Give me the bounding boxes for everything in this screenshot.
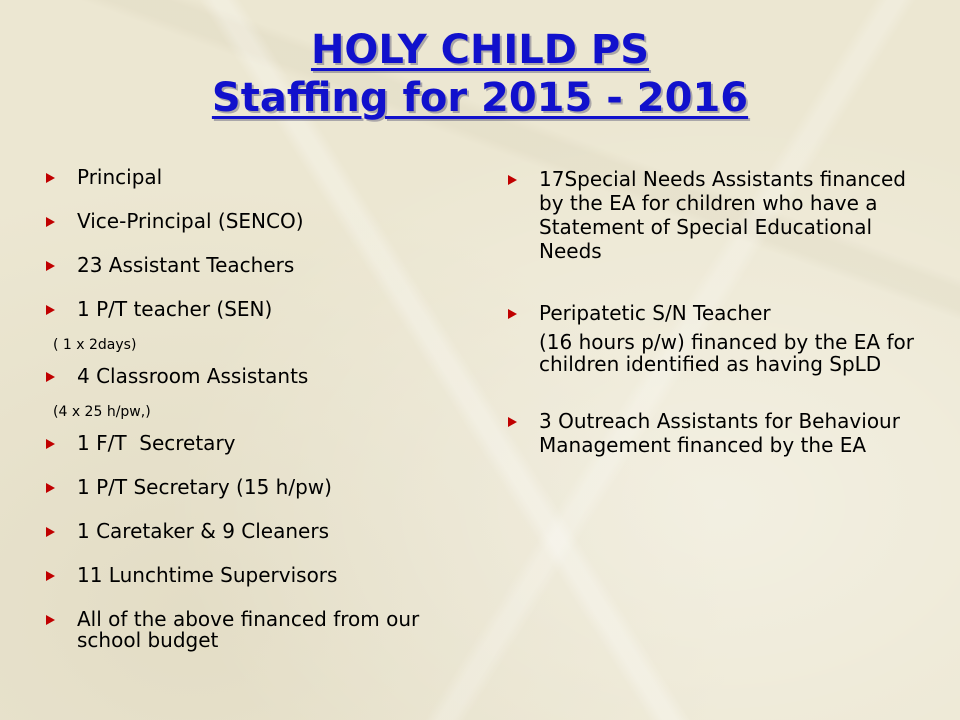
bullet-arrow-icon: [508, 417, 517, 427]
list-item: [46, 433, 476, 454]
list-item-subtext: (16 hours p/w) financed by the EA for children identified as having SpLD: [539, 330, 914, 376]
bullet-arrow-icon: [46, 615, 55, 625]
list-item-text: Vice-Principal (SENCO): [77, 209, 304, 233]
list-item-subtext: (4 x 25 h/pw,): [53, 404, 151, 420]
list-item: [46, 299, 476, 354]
bullet-arrow-icon: [46, 439, 55, 449]
bullet-arrow-icon: [46, 571, 55, 581]
list-item-text: 17Special Needs Assistants financed by the EA for children who have a Statement of Special Educational Needs: [539, 167, 907, 263]
list-item: [46, 255, 476, 276]
list-item-text: 4 Classroom Assistants: [77, 364, 309, 388]
bullet-arrow-icon: [508, 309, 517, 319]
right-bullet-list: [508, 167, 928, 495]
bullet-arrow-icon: [46, 217, 55, 227]
list-item: [46, 211, 476, 232]
list-item: [508, 167, 928, 263]
list-item-text: 1 P/T Secretary (15 h/pw): [77, 475, 332, 499]
bullet-arrow-icon: [46, 305, 55, 315]
list-item-text: 23 Assistant Teachers: [77, 253, 295, 277]
bullet-arrow-icon: [46, 372, 55, 382]
list-item-text: 3 Outreach Assistants for Behaviour Management financed by the EA: [539, 409, 900, 457]
list-item-text: 1 P/T teacher (SEN): [77, 297, 273, 321]
bullet-arrow-icon: [508, 175, 517, 185]
title-line-2: Staffing for 2015 - 2016: [211, 75, 749, 121]
title-line-1: HOLY CHILD PS: [310, 27, 650, 73]
list-item: [46, 521, 476, 542]
list-item: [46, 167, 476, 188]
list-item: [46, 565, 476, 586]
bullet-arrow-icon: [46, 173, 55, 183]
slide-title: [0, 26, 960, 122]
list-item-text: 1 Caretaker & 9 Cleaners: [77, 519, 329, 543]
list-item: [46, 366, 476, 421]
bullet-arrow-icon: [46, 261, 55, 271]
list-item-subtext: ( 1 x 2days): [53, 337, 137, 353]
list-item-text: Principal: [77, 165, 163, 189]
list-item-text: 11 Lunchtime Supervisors: [77, 563, 338, 587]
bullet-arrow-icon: [46, 483, 55, 493]
list-item-text: Peripatetic S/N Teacher: [539, 301, 771, 325]
list-item-text: 1 F/T Secretary: [77, 431, 236, 455]
left-bullet-list: [46, 167, 476, 674]
bullet-arrow-icon: [46, 527, 55, 537]
list-item: [46, 477, 476, 498]
list-item: [508, 409, 928, 457]
list-item: [46, 609, 476, 651]
list-item-text: All of the above financed from our school budget: [77, 607, 420, 652]
list-item: [508, 301, 928, 375]
